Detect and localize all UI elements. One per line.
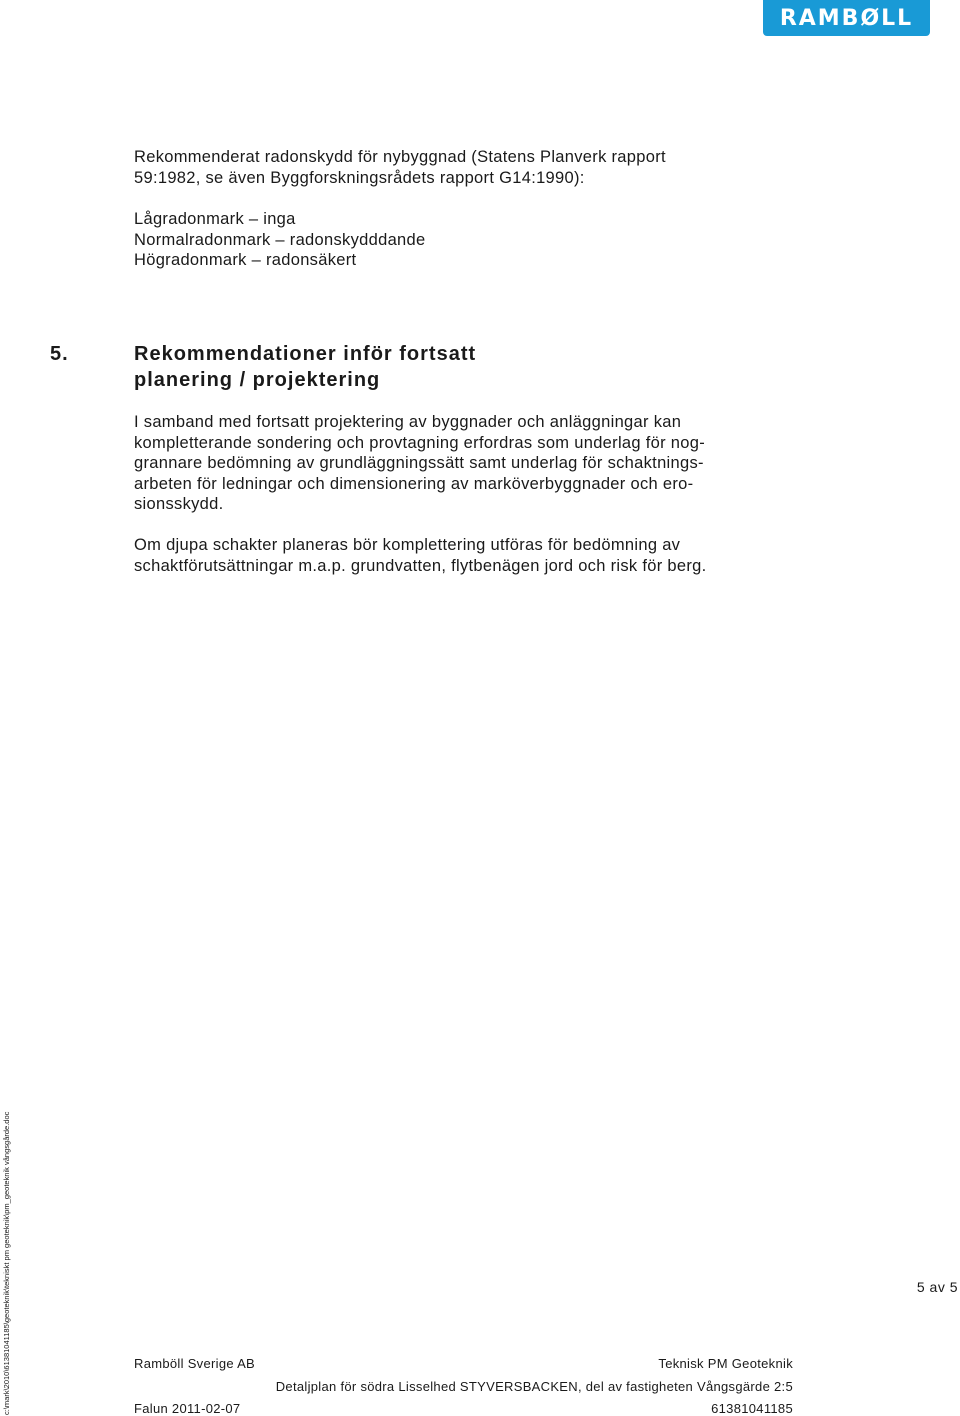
text-line: arbeten för ledningar och dimensionering av marköverbyggnader och ero- bbox=[134, 474, 694, 493]
text-line: Rekommenderat radonskydd för nybyggnad (Statens Planverk rapport bbox=[134, 148, 666, 166]
footer-date: Falun 2011-02-07 bbox=[134, 1401, 241, 1416]
margin-file-path: c:\mark\2010\61381041185\geoteknik\tekniskt pm geoteknik\pm_geoteknik vångsgårde.doc bbox=[2, 1111, 11, 1415]
footer-project-number: 61381041185 bbox=[711, 1401, 793, 1416]
list-item: Lågradonmark – inga bbox=[134, 210, 296, 228]
text-line: schaktförutsättningar m.a.p. grundvatten, flytbenägen jord och risk för berg. bbox=[134, 556, 707, 575]
page-number: 5 av 5 bbox=[916, 1279, 958, 1295]
text-line: I samband med fortsatt projektering av byggnader och anläggningar kan bbox=[134, 413, 682, 431]
paragraph-excavations bbox=[134, 535, 706, 576]
section-title bbox=[134, 341, 476, 393]
footer-project: Detaljplan för södra Lisselhed STYVERSBACKEN, del av fastigheten Vångsgärde 2:5 bbox=[275, 1379, 793, 1394]
radon-classification-list bbox=[134, 209, 425, 271]
text-line: kompletterande sondering och provtagning erfordras som underlag för nog- bbox=[134, 433, 706, 452]
text-line: 59:1982, se även Byggforskningsrådets rapport G14:1990): bbox=[134, 168, 585, 187]
title-line: planering / projektering bbox=[134, 369, 381, 391]
list-item: Högradonmark – radonsäkert bbox=[134, 251, 357, 269]
text-line: Om djupa schakter planeras bör komplettering utföras för bedömning av bbox=[134, 536, 681, 554]
text-line: grannare bedömning av grundläggningssätt samt underlag för schaktnings- bbox=[134, 454, 704, 472]
title-line: Rekommendationer inför fortsatt bbox=[134, 343, 477, 365]
radon-intro bbox=[134, 147, 666, 188]
footer-company: Ramböll Sverige AB bbox=[134, 1356, 256, 1371]
text-line: sionsskydd. bbox=[134, 495, 224, 513]
footer-doc-type: Teknisk PM Geoteknik bbox=[658, 1356, 793, 1371]
section-number: 5. bbox=[50, 343, 69, 365]
list-item: Normalradonmark – radonskydddande bbox=[134, 230, 426, 249]
logo-text: RAMBØLL bbox=[779, 5, 914, 31]
ramboll-logo bbox=[763, 0, 930, 36]
paragraph-recommendations bbox=[134, 412, 705, 515]
